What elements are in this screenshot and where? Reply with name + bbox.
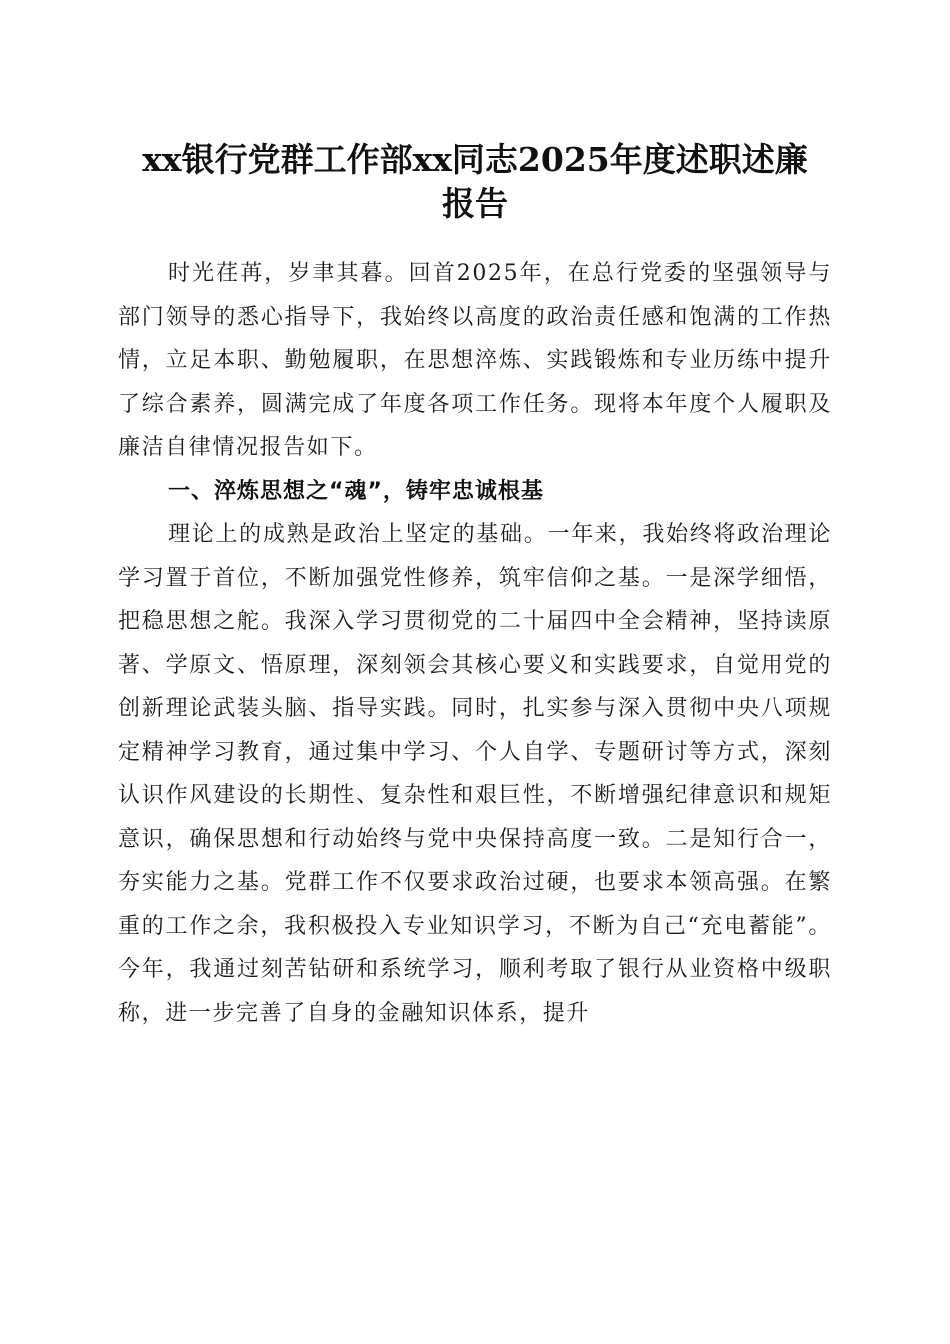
section-heading-1: 一、淬炼思想之“魂”，铸牢忠诚根基 (168, 478, 544, 504)
document-title (100, 138, 850, 226)
title-line-2: 报告 (442, 184, 508, 223)
section-1-paragraph: 理论上的成熟是政治上坚定的基础。一年来，我始终将政治理论学习置于首位，不断加强党性修养，筑牢信仰之基。一是深学细悟，把稳思想之舵。我深入学习贯彻党的二十届四中全会精神，坚持读原著、学原文、悟原理，深刻领会其核心要义和实践要求，自觉用党的创新理论武装头脑、指导实践。同时，扎实参与深入贯彻中央八项规定精神学习教育，通过集中学习、个人自学、专题研讨等方式，深刻认识作风建设的长期性、复杂性和艰巨性，不断增强纪律意识和规矩意识，确保思想和行动始终与党中央保持高度一致。二是知行合一，夯实能力之基。党群工作不仅要求政治过硬，也要求本领高强。在繁重的工作之余，我积极投入专业知识学习，不断为自己“充电蓄能”。今年，我通过刻苦钻研和系统学习，顺利考取了银行从业资格中级职称，进一步完善了自身的金融知识体系，提升 (118, 522, 832, 1026)
intro-paragraph: 时光荏苒，岁聿其暮。回首2025年，在总行党委的坚强领导与部门领导的悉心指导下，我始终以高度的政治责任感和饱满的工作热情，立足本职、勤勉履职，在思想淬炼、实践锻炼和专业历练中提升了综合素养，圆满完成了年度各项工作任务。现将本年度个人履职及廉洁自律情况报告如下。 (118, 261, 832, 460)
document-body (118, 252, 832, 1035)
title-line-1: xx银行党群工作部xx同志2025年度述职述廉 (142, 140, 808, 179)
